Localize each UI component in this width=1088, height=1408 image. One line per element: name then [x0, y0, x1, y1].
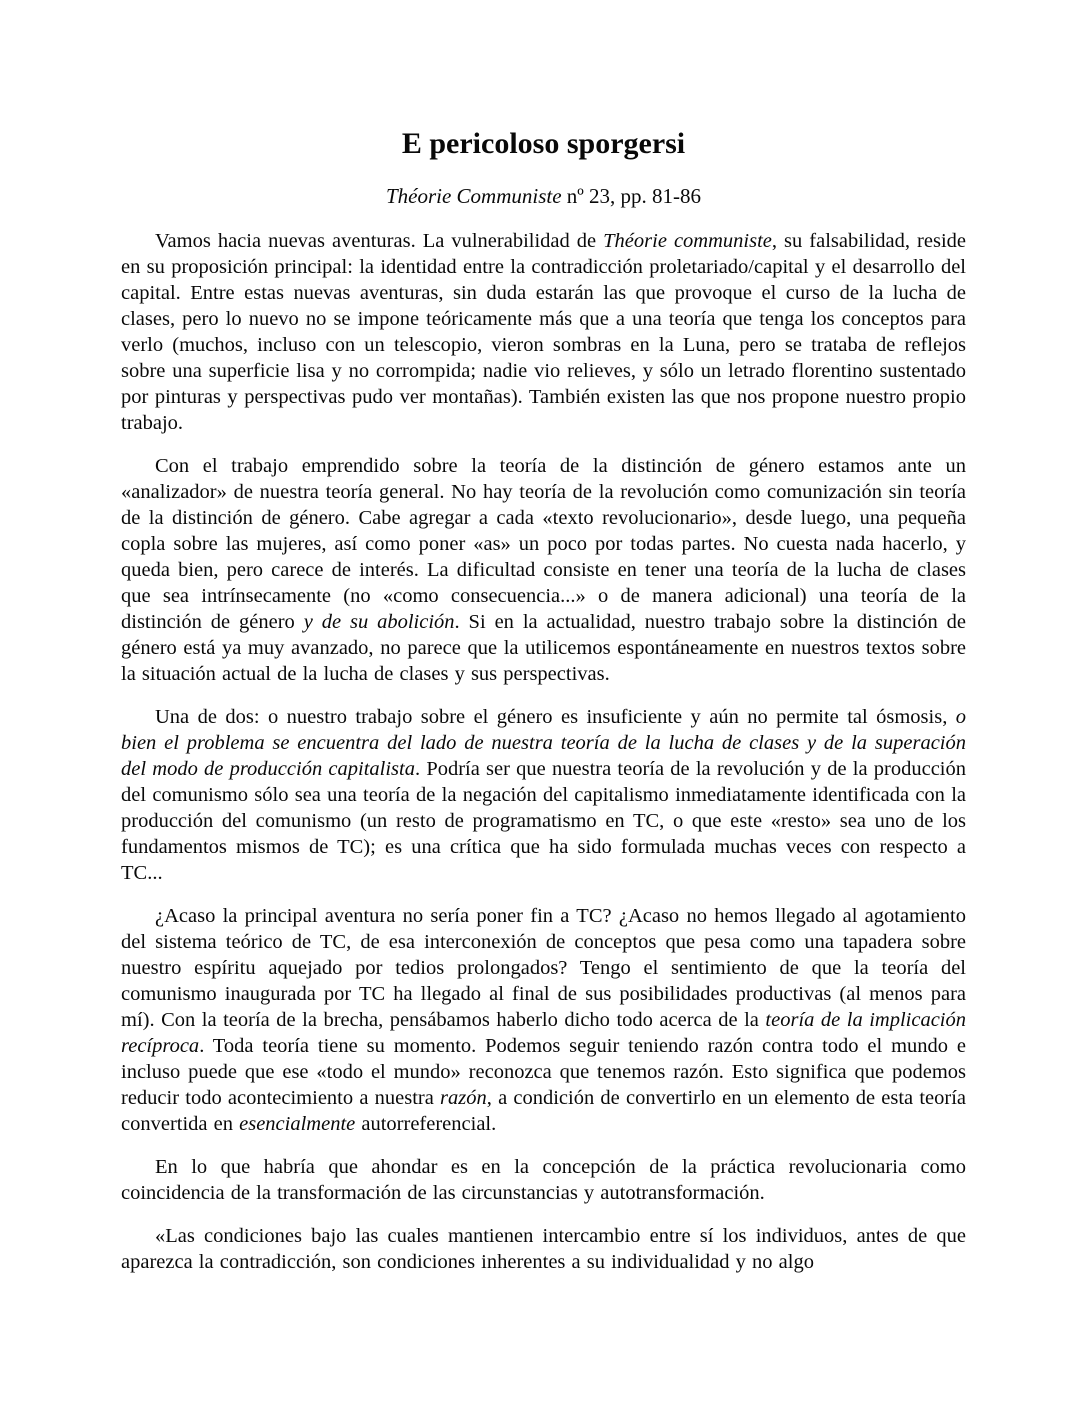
- italic-run: y de su abolición: [303, 611, 455, 633]
- issue-reference: nº 23, pp. 81-86: [561, 184, 702, 208]
- text-run: «Las condiciones bajo las cuales mantienen intercambio entre sí los individuos, antes de que aparezca la contradicción, son condiciones inherentes a su individualidad y no algo: [121, 1225, 966, 1273]
- text-run: , a condición de convertirlo en un elemento de esta teoría convertida en: [121, 1087, 966, 1135]
- paragraph-5: [121, 1154, 966, 1206]
- document-title: E pericoloso sporgersi: [401, 127, 686, 160]
- paragraph-2: [121, 453, 966, 687]
- text-run: autorreferencial.: [355, 1113, 497, 1135]
- italic-run: Théorie communiste: [603, 230, 772, 252]
- text-run: , su falsabilidad, reside en su proposición principal: la identidad entre la contradicción proletariado/capital y el desarrollo del capital. Entre estas nuevas aventuras, sin duda estarán las que provoque el curso de la lucha de clases, pero lo nuevo no se impone teóricamente más que a una teoría que tenga los conceptos para verlo (muchos, incluso con un telescopio, vieron sombras en la Luna, pero se trataba de reflejos sobre una superficie lisa y no corrompida; nadie vio relieves, y sólo un letrado florentino sustentado por pinturas y perspectivas pudo ver montañas). También existen las que nos propone nuestro propio trabajo.: [121, 230, 966, 434]
- text-run: . Podría ser que nuestra teoría de la revolución y de la producción del comunismo sólo sea una teoría de la negación del capitalismo inmediatamente identificada con la producción del comunismo (un resto de programatismo en TC, o que este «resto» sea uno de los fundamentos mismos de TC); es una crítica que ha sido formulada muchas veces con respecto a TC...: [121, 758, 966, 884]
- paragraph-6: [121, 1223, 966, 1275]
- text-run: Con el trabajo emprendido sobre la teoría de la distinción de género estamos ante un «analizador» de nuestra teoría general. No hay teoría de la revolución como comunización sin teoría de la distinción de género. Cabe agregar a cada «texto revolucionario», desde luego, una pequeña copla sobre las mujeres, así como poner «as» un poco por todas partes. No cuesta nada hacerlo, y queda bien, pero carece de interés. La dificultad consiste en tener una teoría de la lucha de clases que sea intrínsecamente (no «como consecuencia...» o de manera adicional) una teoría de la distinción de género: [121, 455, 966, 633]
- italic-run: o bien el problema se encuentra del lado de nuestra teoría de la lucha de clases y de la superación del modo de producción capitalista: [121, 706, 966, 780]
- text-run: En lo que habría que ahondar es en la concepción de la práctica revolucionaria como coincidencia de la transformación de las circunstancias y autotransformación.: [121, 1156, 966, 1204]
- paragraph-1: [121, 228, 966, 436]
- paragraph-4: [121, 903, 966, 1137]
- text-run: . Toda teoría tiene su momento. Podemos seguir teniendo razón contra todo el mundo e incluso puede que ese «todo el mundo» reconozca que tenemos razón. Esto significa que podemos reducir todo acontecimiento a nuestra: [121, 1035, 966, 1109]
- paragraph-3: [121, 704, 966, 886]
- italic-run: esencialmente: [239, 1113, 356, 1135]
- document-body: [121, 228, 966, 1275]
- text-run: ¿Acaso la principal aventura no sería poner fin a TC? ¿Acaso no hemos llegado al agotamiento del sistema teórico de TC, de esa interconexión de conceptos que pesa como una tapadera sobre nuestro espíritu aquejado por tedios prolongados? Tengo el sentimiento de que la teoría del comunismo inaugurada por TC ha llegado al final de sus posibilidades productivas (al menos para mí). Con la teoría de la brecha, pensábamos haberlo dicho todo acerca de la: [121, 905, 966, 1031]
- journal-name: Théorie Communiste: [385, 184, 562, 208]
- italic-run: razón: [440, 1087, 487, 1109]
- italic-run: teoría de la implicación recíproca: [121, 1009, 967, 1057]
- text-run: Una de dos: o nuestro trabajo sobre el género es insuficiente y aún no permite tal ósmosis,: [155, 706, 956, 728]
- document-subtitle: [121, 184, 966, 209]
- text-run: . Si en la actualidad, nuestro trabajo sobre la distinción de género está ya muy avanzado, no parece que la utilicemos espontáneamente en nuestros textos sobre la situación actual de la lucha de clases y sus perspectivas.: [121, 611, 966, 685]
- text-run: Vamos hacia nuevas aventuras. La vulnerabilidad de: [155, 230, 604, 252]
